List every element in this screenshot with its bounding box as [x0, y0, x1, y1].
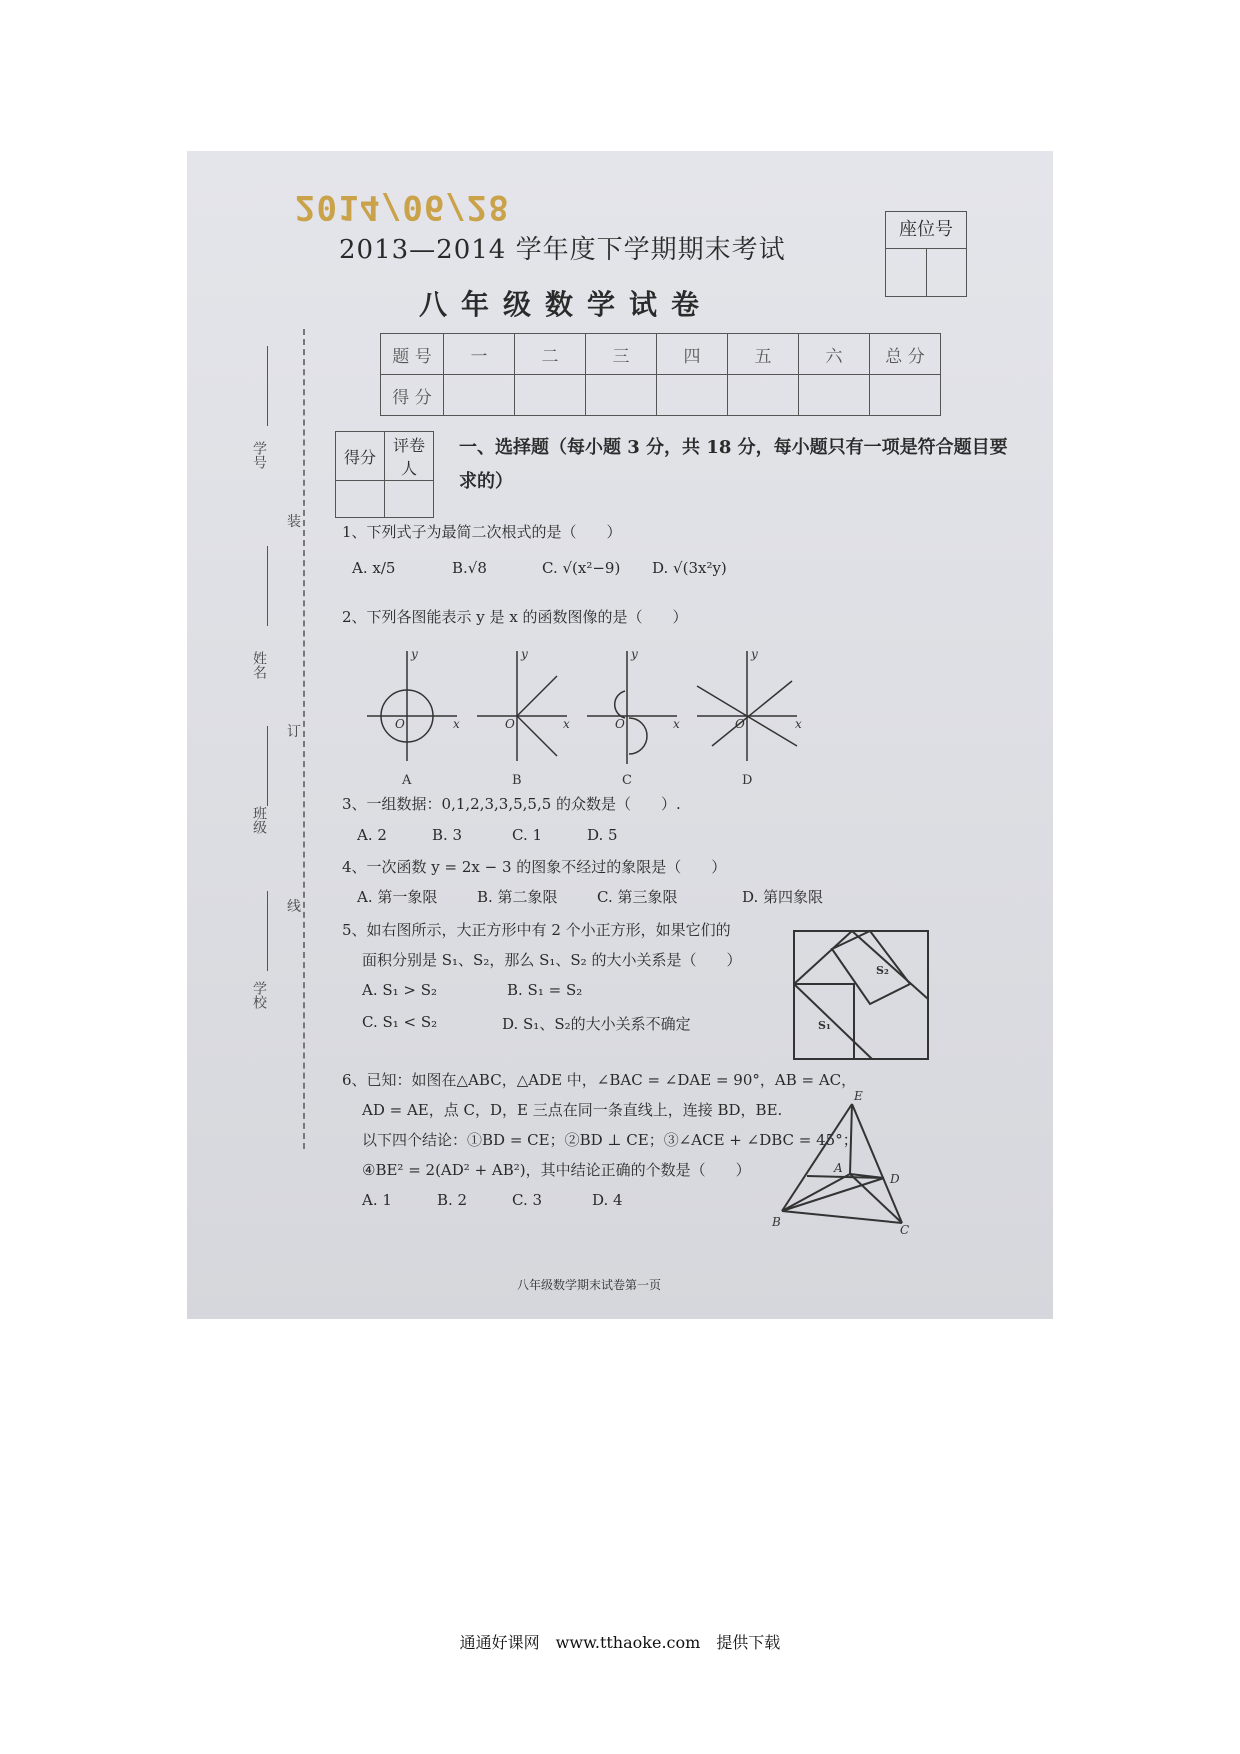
q1-option-d: D. √(3x²y) [652, 559, 727, 577]
s1-label: S₁ [818, 1019, 831, 1032]
score-header-cell: 总 分 [870, 334, 941, 375]
graph-b-label: B [512, 773, 522, 786]
download-footer: 通通好课网 www.tthaoke.com 提供下载 [459, 1633, 781, 1652]
q4-option-b: B. 第二象限 [477, 888, 558, 906]
q4-option-c: C. 第三象限 [597, 888, 678, 906]
side-field-line [267, 546, 268, 626]
graph-c-x-label: x [673, 717, 680, 731]
side-field-line [267, 726, 268, 806]
graph-c-y-label: y [631, 647, 638, 661]
point-b-label: B [772, 1215, 781, 1229]
q6-option-c: C. 3 [512, 1191, 543, 1209]
exam-subtitle: 八年级数学试卷 [419, 288, 714, 321]
graph-b-origin: O [505, 717, 515, 731]
grader-score-label: 得分 [336, 432, 385, 481]
q6-triangle-figure [772, 1086, 922, 1236]
graph-c-origin: O [615, 717, 625, 731]
graph-d-label: D [742, 773, 753, 786]
q5-option-b: B. S₁ = S₂ [507, 981, 583, 999]
exam-page-footer: 八年级数学期末试卷第一页 [517, 1278, 662, 1292]
q5-square-figure [792, 929, 932, 1064]
score-header-cell: 二 [515, 334, 586, 375]
question-6-line2: AD = AE，点 C，D，E 三点在同一条直线上，连接 BD，BE. [362, 1101, 783, 1119]
side-field-line [267, 346, 268, 426]
grader-reviewer-label: 评卷人 [385, 432, 434, 481]
section-heading: 一、选择题（每小题 3 分，共 18 分，每小题只有一项是符合题目要求的） [459, 437, 1008, 492]
question-4: 4、一次函数 y = 2x − 3 的图象不经过的象限是（ ） [342, 858, 727, 876]
q3-option-a: A. 2 [357, 826, 387, 844]
q2-graphs [367, 646, 837, 786]
score-header-cell: 五 [728, 334, 799, 375]
q1-option-c: C. √(x²−9) [542, 559, 621, 577]
graph-a-x-label: x [453, 717, 460, 731]
q5-option-a: A. S₁ > S₂ [362, 981, 438, 999]
seat-label: 座位号 [886, 212, 966, 249]
graph-d-x-label: x [795, 717, 802, 731]
score-header-cell: 四 [657, 334, 728, 375]
side-zhuang: 装 [287, 514, 301, 530]
side-xuexiao: 学校 [251, 981, 267, 1009]
question-1: 1、下列式子为最简二次根式的是（ ） [342, 523, 622, 541]
score-header-cell: 一 [444, 334, 515, 375]
q4-option-a: A. 第一象限 [357, 888, 438, 906]
q1-option-b: B.√8 [452, 559, 487, 577]
q4-option-d: D. 第四象限 [742, 888, 824, 906]
q5-option-c: C. S₁ < S₂ [362, 1013, 438, 1031]
graph-a-y-label: y [411, 647, 418, 661]
side-xuehao: 学号 [251, 441, 267, 469]
grader-table [335, 431, 434, 518]
score-header-cell: 题 号 [381, 334, 444, 375]
score-header-cell: 三 [586, 334, 657, 375]
q5-option-d: D. S₁、S₂的大小关系不确定 [502, 1015, 691, 1033]
question-6-line1: 6、已知：如图在△ABC，△ADE 中，∠BAC = ∠DAE = 90°，AB = AC， [342, 1071, 857, 1089]
q1-option-a [352, 559, 395, 577]
date-stamp: 2014/06/28 [295, 187, 510, 227]
q1-option-a-expr: x/5 [372, 559, 396, 577]
seat-number-box [885, 211, 967, 297]
graph-a-origin: O [395, 717, 405, 731]
question-2: 2、下列各图能表示 y 是 x 的函数图像的是（ ） [342, 608, 688, 626]
graph-b-y-label: y [521, 647, 528, 661]
q6-option-a: A. 1 [362, 1191, 392, 1209]
point-d-label: D [890, 1172, 900, 1186]
q6-option-d: D. 4 [592, 1191, 623, 1209]
q1-option-a-letter: A. [352, 559, 368, 577]
point-e-label: E [854, 1089, 863, 1103]
score-table [380, 333, 941, 416]
q3-option-b: B. 3 [432, 826, 463, 844]
exam-photo [187, 151, 1053, 1319]
score-header-cell: 六 [799, 334, 870, 375]
question-6-line4: ④BE² = 2(AD² + AB²)，其中结论正确的个数是（ ） [362, 1161, 751, 1179]
question-5-line1: 5、如右图所示，大正方形中有 2 个小正方形，如果它们的 [342, 921, 731, 939]
graph-c-label: C [622, 773, 632, 786]
graph-d-origin: O [735, 717, 745, 731]
graph-d-y-label: y [751, 647, 758, 661]
point-c-label: C [900, 1223, 910, 1236]
q3-option-c: C. 1 [512, 826, 543, 844]
s2-label: S₂ [876, 964, 889, 977]
question-6-line3: 以下四个结论：①BD = CE；②BD ⊥ CE；③∠ACE + ∠DBC = 45°； [362, 1131, 858, 1149]
side-ding: 订 [287, 724, 301, 740]
exam-title: 2013—2014 学年度下学期期末考试 [339, 235, 786, 265]
side-xingming: 姓名 [251, 651, 267, 679]
question-3: 3、一组数据：0,1,2,3,3,5,5,5 的众数是（ ）. [342, 795, 681, 813]
side-field-line [267, 891, 268, 971]
side-banji: 班级 [251, 806, 267, 834]
side-xian: 线 [287, 899, 301, 915]
point-a-label: A [834, 1161, 843, 1175]
score-row-label: 得 分 [381, 375, 444, 416]
question-5-line2: 面积分别是 S₁、S₂，那么 S₁、S₂ 的大小关系是（ ） [362, 951, 742, 969]
q6-option-b: B. 2 [437, 1191, 468, 1209]
graph-a-label: A [402, 773, 412, 786]
graph-b-x-label: x [563, 717, 570, 731]
q3-option-d: D. 5 [587, 826, 618, 844]
binding-dashed-line [303, 329, 305, 1149]
